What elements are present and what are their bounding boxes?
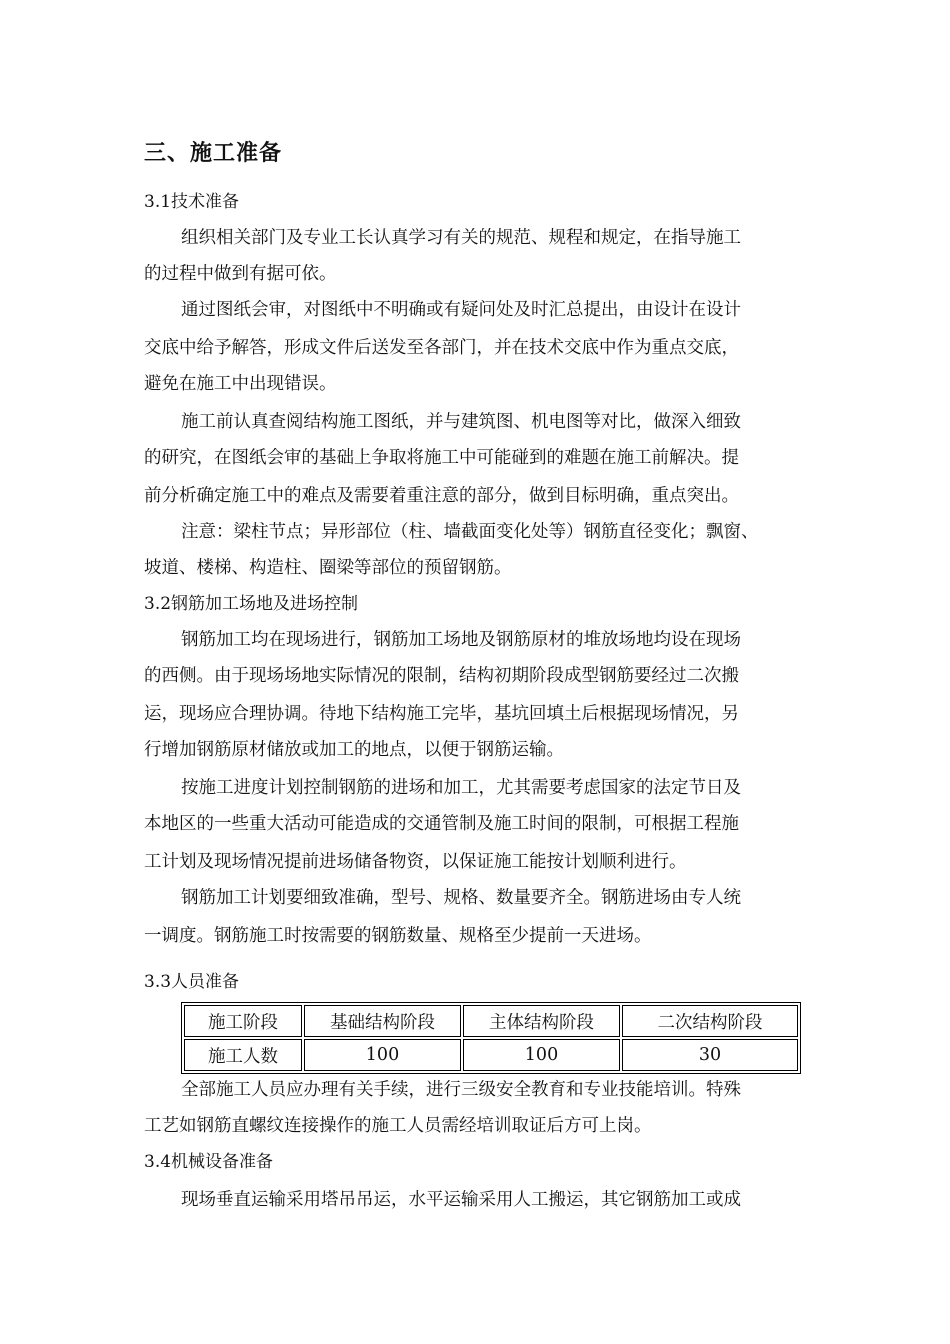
table-cell: 100 (304, 1039, 461, 1071)
paragraph-line: 通过图纸会审，对图纸中不明确或有疑问处及时汇总提出，由设计在设计 (181, 300, 741, 320)
subsection-title-3-4: 3.4机械设备准备 (144, 1152, 274, 1172)
paragraph-line: 运，现场应合理协调。待地下结构施工完毕，基坑回填土后根据现场情况，另 (144, 704, 739, 724)
table-header-cell: 基础结构阶段 (304, 1005, 461, 1037)
staffing-table (181, 1002, 801, 1074)
table-row (184, 1039, 798, 1071)
paragraph-line: 本地区的一些重大活动可能造成的交通管制及施工时间的限制，可根据工程施 (144, 814, 739, 834)
paragraph-line: 的研究，在图纸会审的基础上争取将施工中可能碰到的难题在施工前解决。提 (144, 448, 739, 468)
paragraph-line: 行增加钢筋原材储放或加工的地点，以便于钢筋运输。 (144, 740, 564, 760)
paragraph-line: 注意：梁柱节点；异形部位（柱、墙截面变化处等）钢筋直径变化；飘窗、 (181, 522, 759, 542)
table-header-cell: 主体结构阶段 (463, 1005, 620, 1037)
paragraph-line: 的西侧。由于现场场地实际情况的限制，结构初期阶段成型钢筋要经过二次搬 (144, 666, 739, 686)
paragraph-line: 钢筋加工计划要细致准确，型号、规格、数量要齐全。钢筋进场由专人统 (181, 888, 741, 908)
table-header-row (184, 1005, 798, 1037)
paragraph-line: 的过程中做到有据可依。 (144, 264, 337, 284)
paragraph-line: 钢筋加工均在现场进行，钢筋加工场地及钢筋原材的堆放场地均设在现场 (181, 630, 741, 650)
table-header-cell: 二次结构阶段 (622, 1005, 798, 1037)
paragraph-line: 前分析确定施工中的难点及需要着重注意的部分，做到目标明确，重点突出。 (144, 486, 739, 506)
table-cell: 30 (622, 1039, 798, 1071)
table-cell: 100 (463, 1039, 620, 1071)
paragraph-line: 一调度。钢筋施工时按需要的钢筋数量、规格至少提前一天进场。 (144, 926, 652, 946)
paragraph-line: 交底中给予解答，形成文件后送发至各部门，并在技术交底中作为重点交底， (144, 338, 739, 358)
paragraph-line: 避免在施工中出现错误。 (144, 374, 337, 394)
paragraph-line: 组织相关部门及专业工长认真学习有关的规范、规程和规定，在指导施工 (181, 228, 741, 248)
subsection-title-3-1: 3.1技术准备 (144, 192, 240, 212)
table-header-cell: 施工阶段 (184, 1005, 302, 1037)
paragraph-line: 工艺如钢筋直螺纹连接操作的施工人员需经培训取证后方可上岗。 (144, 1116, 652, 1136)
paragraph-line: 坡道、楼梯、构造柱、圈梁等部位的预留钢筋。 (144, 558, 512, 578)
paragraph-line: 工计划及现场情况提前进场储备物资，以保证施工能按计划顺利进行。 (144, 852, 687, 872)
paragraph-line: 现场垂直运输采用塔吊吊运，水平运输采用人工搬运，其它钢筋加工或成 (181, 1190, 741, 1210)
table-cell: 施工人数 (184, 1039, 302, 1071)
paragraph-line: 按施工进度计划控制钢筋的进场和加工，尤其需要考虑国家的法定节日及 (181, 778, 741, 798)
subsection-title-3-2: 3.2钢筋加工场地及进场控制 (144, 594, 359, 614)
paragraph-line: 施工前认真查阅结构施工图纸，并与建筑图、机电图等对比，做深入细致 (181, 412, 741, 432)
section-title: 三、施工准备 (144, 141, 283, 166)
paragraph-line: 全部施工人员应办理有关手续，进行三级安全教育和专业技能培训。特殊 (181, 1080, 741, 1100)
subsection-title-3-3: 3.3人员准备 (144, 972, 240, 992)
